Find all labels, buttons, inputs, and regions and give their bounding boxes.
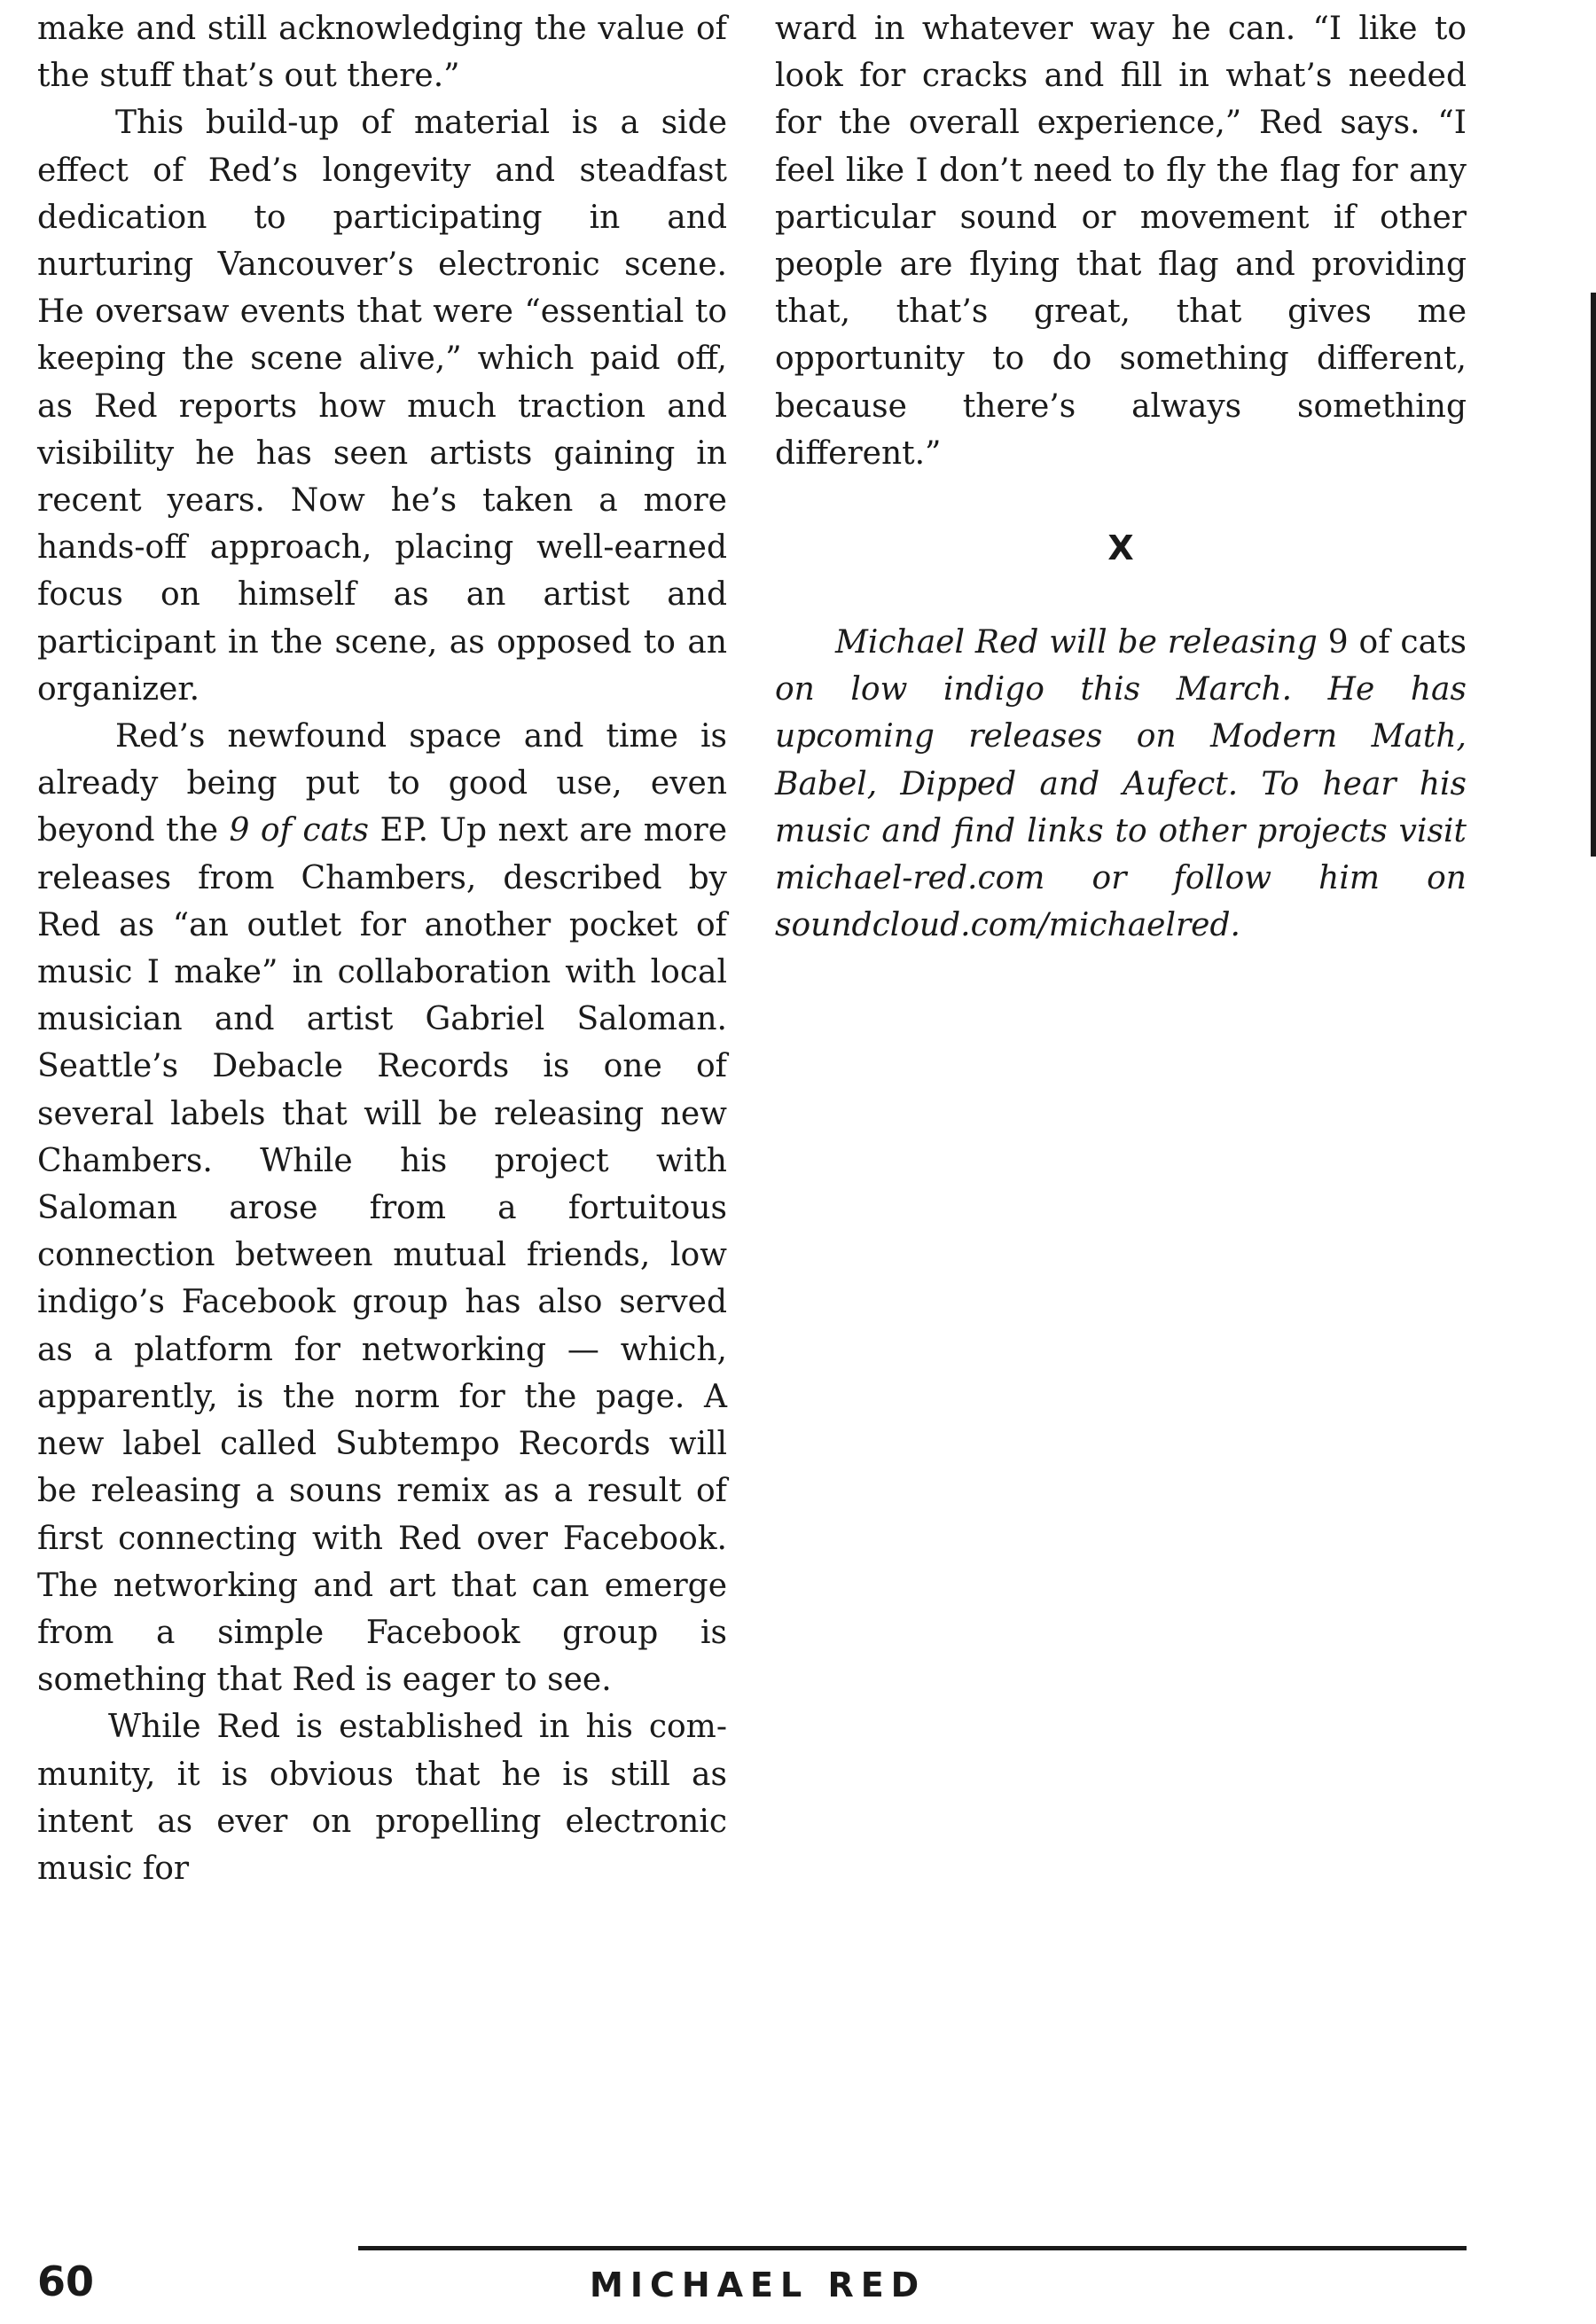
right-column bbox=[775, 5, 1467, 477]
page-number: 60 bbox=[37, 2257, 95, 2305]
paragraph-text: Red’s newfound space and time is already being put to good use, even beyond the bbox=[37, 718, 727, 849]
paragraph: ward in whatever way he can. “I like to look for cracks and fill in what’s needed for the overall experience,” Red says. “I feel like I don’t need to fly the flag for any particular sound or movement if other people are flying that flag and providing that, that’s great, that gives me opportunity to do something different, because there’s always something different.” bbox=[775, 11, 1467, 472]
bio-text: Michael Red will be releasing bbox=[835, 624, 1328, 661]
page-edge-marker bbox=[1591, 293, 1596, 857]
release-title: 9 of cats bbox=[229, 812, 369, 849]
end-of-article-mark: X bbox=[1107, 528, 1134, 567]
paragraph: make and still acknowledging the value of the stuff that’s out there.” bbox=[37, 11, 727, 95]
paragraph: While Red is established in his community, it is obvious that he is still as intent as ever on propelling electronic music for bbox=[37, 1709, 727, 1887]
paragraph: This build-up of material is a side effect of Red’s longevity and steadfast dedication to participating in and nurturing Vancouver’s electronic scene. He oversaw events that were “essential to keeping the scene alive,” which paid off, as Red reports how much traction and visibility he has seen artists gaining in recent years. Now he’s taken a more hands-off approach, placing well-earned focus on himself as an artist and participant in the scene, as opposed to an organizer. bbox=[37, 105, 727, 708]
running-head: MICHAEL RED bbox=[590, 2265, 927, 2304]
footer-rule bbox=[358, 2246, 1467, 2250]
left-column bbox=[37, 5, 727, 1892]
release-title: 9 of cats bbox=[1327, 624, 1467, 661]
paragraph-text: EP. Up next are more releases from Chambers, described by Red as “an outlet for another pocket of music I make” in collaboration with local musician and artist Gabriel Saloman. Seattle’s Debacle Records is one of several labels that will be releasing new Chambers. While his project with Saloman arose from a fortuitous connection between mutual friends, low indigo’s Facebook group has also served as a platform for networking — which, apparently, is the norm for the page. A new label called Subtempo Records will be releasing a souns remix as a result of first connecting with Red over Facebook. The networking and art that can emerge from a simple Facebook group is something that Red is eager to see. bbox=[37, 812, 728, 1699]
paragraph bbox=[37, 713, 727, 1703]
bio-paragraph bbox=[775, 619, 1467, 949]
author-bio bbox=[775, 619, 1467, 949]
bio-text: on low indigo this March. He has upcoming releases on Modern Math, Babel, Dipped and Aufect. To hear his music and find links to other projects visit michael-red.com or follow him on soundcloud.com/michaelred. bbox=[775, 671, 1467, 944]
